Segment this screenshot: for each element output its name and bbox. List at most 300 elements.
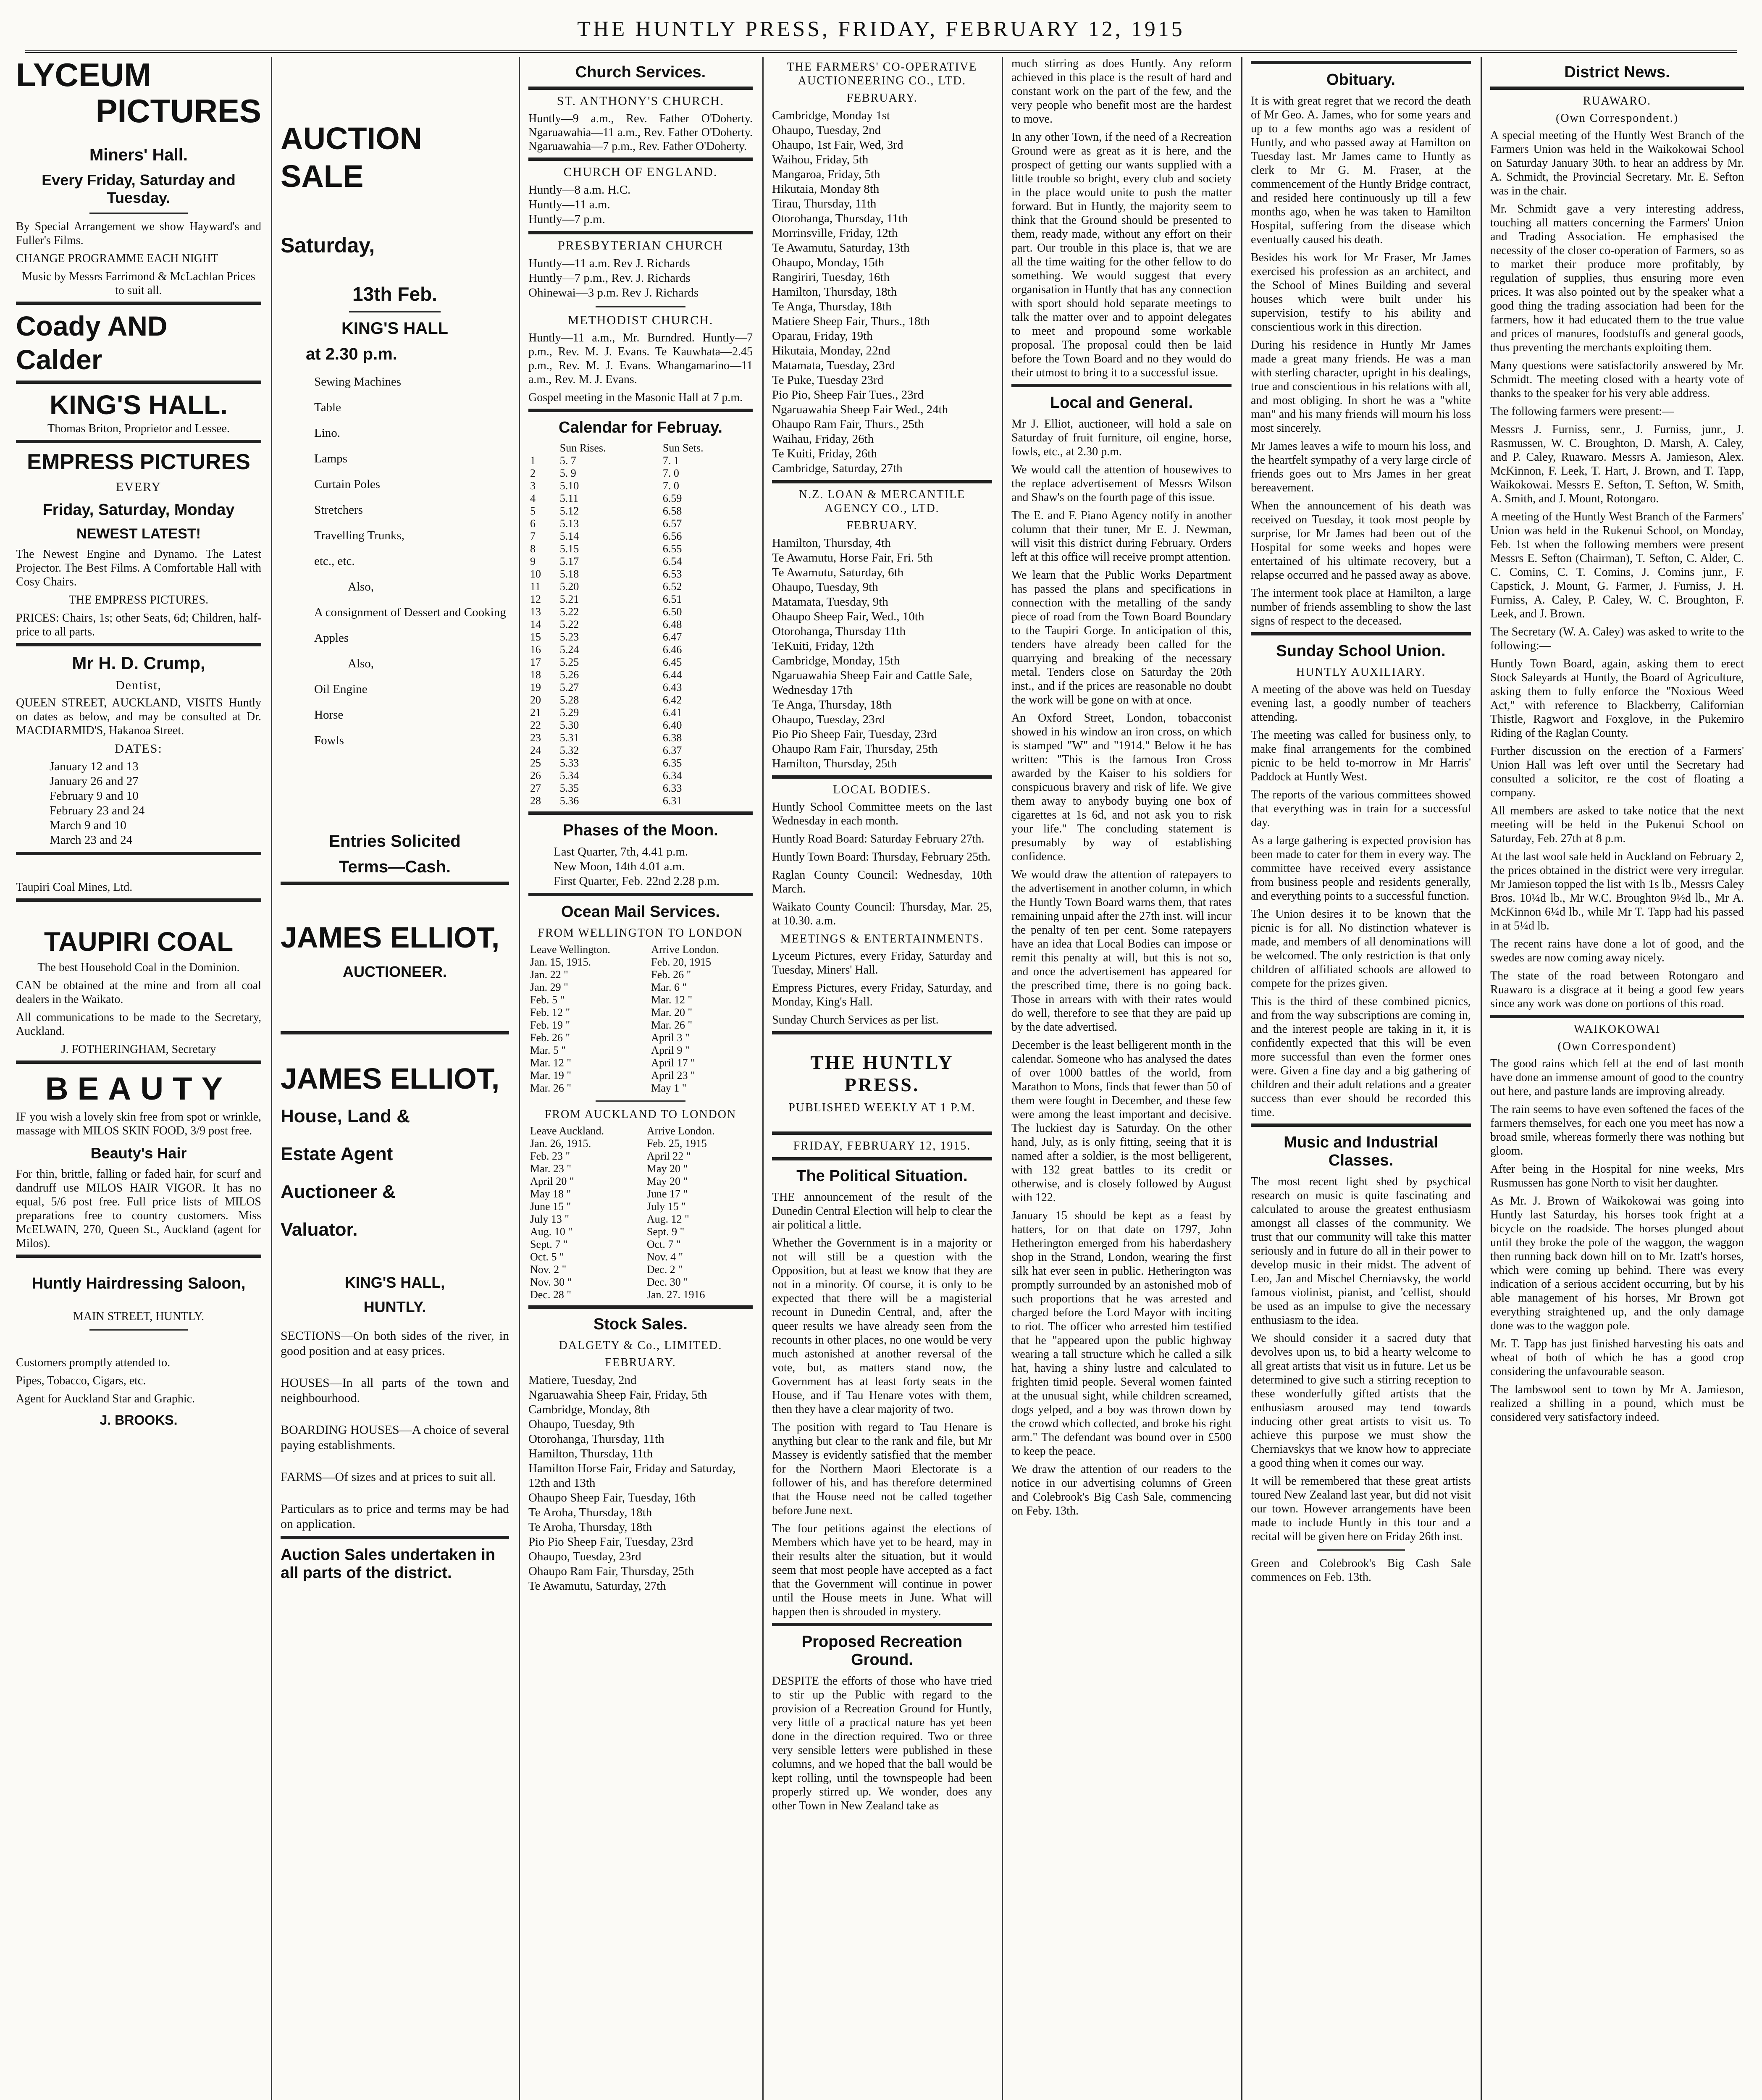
elliot-undertaken: Auction Sales undertaken in all parts of the district. xyxy=(281,1546,495,1582)
ruawaro-text xyxy=(1490,129,1744,1011)
political-text xyxy=(772,1190,992,1619)
hairdressing-pipes: Pipes, Tobacco, Cigars, etc. xyxy=(16,1374,146,1387)
farmers-item: Te Puke, Tuesday 23rd xyxy=(772,373,884,387)
calendar-row xyxy=(528,757,753,769)
meetings-heading: MEETINGS & ENTERTAINMENTS. xyxy=(780,932,984,945)
empress-name: THE EMPRESS PICTURES. xyxy=(68,593,209,606)
farmers-item: Te Awamutu, Saturday, 13th xyxy=(772,241,910,255)
crump-text: QUEEN STREET, AUCKLAND, VISITS Huntly on dates as below, and may be consulted at Dr. MACDIARMID'S, Hakanoa Street. xyxy=(16,696,261,737)
calendar-cell: 18 xyxy=(530,669,541,681)
lyceum-days: Every Friday, Saturday and Tuesday. xyxy=(42,171,236,206)
auction-item: A consignment of Dessert and Cooking xyxy=(314,606,506,619)
pres-item: Huntly—7 p.m., Rev. J. Richards xyxy=(528,271,691,285)
column-7 xyxy=(1483,57,1751,2100)
calendar-cell: 6.54 xyxy=(662,555,682,567)
calendar-cell: 19 xyxy=(530,681,541,693)
local-general-paragraph: We draw the attention of our readers to the notice in our advertising columns of Green and Colebrook's Big Cash Sale, commencing on Feby. 13th. xyxy=(1011,1463,1232,1517)
stock-item: Te Aroha, Thursday, 18th xyxy=(528,1520,652,1534)
elliot-line-3: Auctioneer & xyxy=(281,1181,396,1202)
crump-date: March 9 and 10 xyxy=(50,819,126,832)
nz-loan-item: Otorohanga, Thursday 11th xyxy=(772,625,906,638)
wellington-cell: Feb. 20, 1915 xyxy=(651,956,712,968)
farmers-item: Otorohanga, Thursday, 11th xyxy=(772,212,908,225)
nz-loan-item: Cambridge, Monday, 15th xyxy=(772,654,900,667)
nz-loan-item: Ohaupo Sheep Fair, Wed., 10th xyxy=(772,610,924,623)
auckland-heading: FROM AUCKLAND TO LONDON xyxy=(544,1108,737,1121)
calendar-cell: 6.33 xyxy=(662,782,682,794)
calendar-cell: 13 xyxy=(530,606,541,618)
local-general-paragraph: December is the least belligerent month in the calendar. Someone who has analysed the dates of over 1000 battles of the world, from Marathon to Mons, finds that fewer than 50 of them were fought in December, and these few were among the least important and decisive. The luckiest day is Saturday. On the other hand, July, as is only fitting, seeing that it is named after a soldier, is the most belligerent, with 132 great battles to its credit or otherwise, and is closely followed by August with 122. xyxy=(1011,1039,1232,1204)
wellington-cell: Mar. 5 " xyxy=(530,1044,566,1056)
crump-dates-heading: DATES: xyxy=(115,742,163,756)
paper-date: FRIDAY, FEBRUARY 12, 1915. xyxy=(793,1139,971,1152)
nz-loan-list xyxy=(772,536,992,771)
ruawaro-paragraph: Mr. Schmidt gave a very interesting address, touching all matters concerning the Farmers' Union and Trading Association. He emphasised the necessity of the closer co-operation of Farmers, so as to market their produce more profitably, by regulation of supplies, thus ensuring more even prices. It was also pointed out by the speaker what a good thing the trading association had been for the farmers, how it had educated them to the true value and prices of manures, foodstuffs and general goods, thus preventing the merchants exploiting them. xyxy=(1490,202,1744,354)
calendar-cell: 6.35 xyxy=(662,757,682,769)
nz-loan-item: Hamilton, Thursday, 4th xyxy=(772,536,891,550)
calendar-cell: 6.45 xyxy=(662,656,682,668)
political-paragraph: The four petitions against the elections of Members which have yet to be heard, may in their results alter the situation, but it would seem that most people have accepted as a fact that the Government will continue in power until the House meets in June. What will happen then is shrouded in mystery. xyxy=(772,1522,992,1618)
auckland-row xyxy=(528,1289,753,1301)
wellington-cell: Feb. 19 " xyxy=(530,1019,570,1031)
wellington-cell: April 23 " xyxy=(651,1069,695,1082)
calendar-cell: 26 xyxy=(530,769,541,782)
calendar-row xyxy=(528,719,753,732)
waikokowai-paragraph: Mr. T. Tapp has just finished harvesting his oats and wheat of both of which he has a good crop considering the unfavourable season. xyxy=(1490,1337,1744,1378)
auckland-cell: June 15 " xyxy=(530,1200,571,1213)
calendar-row xyxy=(528,555,753,568)
waikokowai-paragraph: The lambswool sent to town by Mr A. Jamieson, realized a shilling in a pound, which must be considered very satisfactory indeed. xyxy=(1490,1383,1744,1424)
farmers-item: Matiere Sheep Fair, Thurs., 18th xyxy=(772,315,930,328)
wellington-row xyxy=(528,1006,753,1019)
calendar-row xyxy=(528,492,753,505)
dalgety-heading: DALGETY & Co., LIMITED. xyxy=(559,1339,722,1352)
auction-item: Travelling Trunks, xyxy=(314,529,404,542)
local-general-heading: Local and General. xyxy=(1050,394,1193,412)
calendar-cell: 5.34 xyxy=(559,769,579,782)
nz-loan-item: Ohaupo, Tuesday, 9th xyxy=(772,580,878,594)
auckland-cell: Aug. 10 " xyxy=(530,1226,572,1238)
wellington-cell: April 9 " xyxy=(651,1044,690,1056)
local-bodies-item: Huntly Road Board: Saturday February 27th. xyxy=(772,832,985,845)
calendar-row xyxy=(528,606,753,618)
wellington-cell: Mar. 19 " xyxy=(530,1069,571,1082)
auckland-cell: Feb. 25, 1915 xyxy=(646,1137,707,1150)
calendar-cell: 28 xyxy=(530,795,541,807)
elliot-farms: FARMS—Of sizes and at prices to suit all. xyxy=(281,1470,496,1484)
recreation-paragraph: In any other Town, if the need of a Recreation Ground were as great as it is here, and the prospect of getting our wants supplied with a little trouble so bright, every club and society in the place would unite to push the matter forward. But in Huntly, the majority seem to think that the Ground should be presented to them, ready made, without any effort on their part. Our trouble in this place is, that we are all the time waiting for the other fellow to do something. We would suggest that every organisation in Huntly that has any connection with sport should hold separate meetings to talk the matter over and to appoint delegates to meet and propound some workable proposal. The proposal could then be laid before the Town Board and no they would do their utmost to bring it to a successful issue. xyxy=(1011,131,1232,379)
ruawaro-paragraph: Many questions were satisfactorily answered by Mr. Schmidt. The meeting closed with a hearty vote of thanks to the speaker for his very able address. xyxy=(1490,359,1744,400)
stock-list xyxy=(528,1373,753,1593)
farmers-item: Ohaupo, Monday, 15th xyxy=(772,256,885,269)
auction-item: Also, xyxy=(348,580,374,593)
auckland-cell: July 15 " xyxy=(646,1200,686,1213)
meetings-item: Sunday Church Services as per list. xyxy=(772,1013,939,1026)
wellington-cell: Feb. 26 " xyxy=(651,969,691,981)
auckland-cell: July 13 " xyxy=(530,1213,569,1225)
calendar-cell: 5.20 xyxy=(559,580,579,593)
recreation-text: DESPITE the efforts of those who have tried to stir up the Public with regard to the provision of a Recreation Ground for Huntly, very little of a practical nature has yet been done in the direction required. Two or three very sensible letters were published in these columns, and we hoped that the ball would be kept rolling, until the townspeople had been properly stirred up. We wonder, does any other Town in New Zealand take as xyxy=(772,1675,992,1812)
obituary-paragraph: It is with great regret that we record the death of Mr Geo. A. James, who for some years and up to a few months ago was a resident of Huntly, and who passed away at Hamilton on Tuesday last. Mr James came to Huntly as clerk to Mr G. M. Fraser, at the commencement of the Huntly Bridge contract, and resided here continuously up till a few months ago, when he was taken to Hamilton Hospital, suffering from the disease which eventually caused his death. xyxy=(1251,94,1471,246)
calendar-row xyxy=(528,593,753,606)
stock-item: Matiere, Tuesday, 2nd xyxy=(528,1373,637,1387)
crump-title: Mr H. D. Crump, xyxy=(72,653,205,673)
taupiri-communications: All communications to be made to the Secretary, Auckland. xyxy=(16,1011,261,1038)
obituary-text xyxy=(1251,94,1471,628)
obituary-paragraph: The interment took place at Hamilton, a large number of friends assembling to show the last signs of respect to the deceased. xyxy=(1251,587,1471,627)
auckland-row xyxy=(528,1226,753,1238)
hairdressing-agent: Agent for Auckland Star and Graphic. xyxy=(16,1392,195,1405)
calendar-row xyxy=(528,568,753,580)
calendar-cell: 5.21 xyxy=(559,593,579,605)
wellington-cell: Feb. 5 " xyxy=(530,994,565,1006)
taupiri-best: The best Household Coal in the Dominion. xyxy=(37,961,240,974)
wellington-row xyxy=(528,1069,753,1082)
nz-loan-item: Matamata, Tuesday, 9th xyxy=(772,595,888,609)
ruawaro-correspondent: (Own Correspondent.) xyxy=(1556,112,1678,125)
calendar-cell: 5.31 xyxy=(559,732,579,744)
wellington-cell: May 1 " xyxy=(651,1082,687,1094)
pres-item: Ohinewai—3 p.m. Rev J. Richards xyxy=(528,286,699,299)
wellington-cell: April 3 " xyxy=(651,1032,690,1044)
stock-item: Pio Pio Sheep Fair, Tuesday, 23rd xyxy=(528,1535,693,1549)
lyceum-arrangement: By Special Arrangement we show Hayward's and Fuller's Films. xyxy=(16,220,261,247)
local-bodies-list xyxy=(772,800,992,928)
calendar-cell: 7. 0 xyxy=(662,467,679,479)
crump-date: March 23 and 24 xyxy=(50,833,133,847)
wellington-cell: Mar. 26 " xyxy=(651,1019,693,1031)
farmers-item: Hikutaia, Monday 8th xyxy=(772,182,880,196)
music-paragraph: It will be remembered that these great artists toured New Zealand last year, but did not visit our town. However arrangements have been made to include Huntly in this tour and a recital will be given here on Friday 26th inst. xyxy=(1251,1475,1471,1543)
auction-item: Stretchers xyxy=(314,503,363,517)
wellington-cell: Jan. 15, 1915. xyxy=(530,956,591,968)
waikokowai-paragraph: As Mr. J. Brown of Waikokowai was going into Huntly last Saturday, his horses took fright at a bicycle on the roadside. The horses plunged about until they broke the pole of the waggon, the waggon then running back down hill on to Mr. Izatt's horses, which were coming up behind. There was every indication of a serious accident occurring, but by his able management of his horses, Mr Brown got everything straightened up, and the only damage done was to the waggon pole. xyxy=(1490,1194,1744,1332)
calendar-row xyxy=(528,454,753,467)
elliot-particulars: Particulars as to price and terms may be had on application. xyxy=(281,1502,509,1531)
moon-item: First Quarter, Feb. 22nd 2.28 p.m. xyxy=(554,874,720,888)
stock-item: Hamilton Horse Fair, Friday and Saturday, 12th and 13th xyxy=(528,1462,736,1490)
calendar-cell: 6.34 xyxy=(662,769,682,782)
wellington-row xyxy=(528,1044,753,1057)
hairdressing-brooks: J. BROOKS. xyxy=(100,1412,178,1428)
calendar-cell: 6.55 xyxy=(662,543,682,555)
calendar-cell: 21 xyxy=(530,706,541,719)
farmers-item: Hamilton, Thursday, 18th xyxy=(772,285,897,299)
wellington-table xyxy=(528,943,753,1095)
stock-item: Ngaruawahia Sheep Fair, Friday, 5th xyxy=(528,1388,707,1402)
elliot-huntly: HUNTLY. xyxy=(363,1298,426,1315)
ruawaro-paragraph: The following farmers were present:— xyxy=(1490,405,1674,418)
ssu-paragraph: A meeting of the above was held on Tuesday evening last, a goodly number of teachers attending. xyxy=(1251,683,1471,724)
calendar-cell: 5.14 xyxy=(559,530,579,542)
nz-loan-item: Te Awamutu, Saturday, 6th xyxy=(772,566,904,579)
calendar-cell: 6.56 xyxy=(662,530,682,542)
auckland-row xyxy=(528,1276,753,1289)
ruawaro-paragraph: A meeting of the Huntly West Branch of the Farmers' Union was held in the Rukenui School, on Monday, Feb. 1st when the following members were present Messrs E. Sefton (Chairman), T. Sefton, C. Alder, C. C. Comins, C. T. Comins, J. Comins junr., F. Capstick, J. Mount, G. Farmer, J. Furniss, J. H. Furniss, A. Caley, P. Caley, W. C. Broughton, F. Leek, and J. Brown. xyxy=(1490,510,1744,620)
calendar-cell: 5.10 xyxy=(559,480,579,492)
auckland-header-cell: Arrive London. xyxy=(646,1125,715,1137)
calendar-cell: 5.29 xyxy=(559,706,579,719)
coe-item: Huntly—11 a.m. xyxy=(528,198,610,211)
lyceum-title: LYCEUM xyxy=(16,57,152,93)
auckland-cell: May 18 " xyxy=(530,1188,571,1200)
calendar-row xyxy=(528,505,753,517)
elliot-line-4: Valuator. xyxy=(281,1219,358,1240)
masthead: THE HUNTLY PRESS, FRIDAY, FEBRUARY 12, 1915 xyxy=(25,17,1737,53)
wellington-header-row xyxy=(528,943,753,956)
ruawaro-paragraph: All members are asked to take notice that the next meeting will be held in the Pukenui School on Saturday, Feb. 27th at 8 p.m. xyxy=(1490,804,1744,845)
auckland-cell: May 20 " xyxy=(646,1163,688,1175)
coe-heading: CHURCH OF ENGLAND. xyxy=(563,165,718,179)
moon-heading: Phases of the Moon. xyxy=(563,822,718,839)
calendar-cell: 5.13 xyxy=(559,517,579,530)
calendar-cell: 6.59 xyxy=(662,492,682,504)
calendar-cell: 6.51 xyxy=(662,593,682,605)
farmers-item: Hikutaia, Monday, 22nd xyxy=(772,344,890,357)
column-3 xyxy=(521,57,760,2100)
calendar-cell: 23 xyxy=(530,732,541,744)
crump-date: January 26 and 27 xyxy=(50,774,139,788)
nz-loan-item: Te Awamutu, Horse Fair, Fri. 5th xyxy=(772,551,933,564)
auction-item: etc., etc. xyxy=(314,554,355,568)
recreation-paragraph: much stirring as does Huntly. Any reform achieved in this place is the result of hard and constant work on the part of the few, and the very people who benefit most are the hardest to move. xyxy=(1011,57,1232,126)
calendar-cell: 6.46 xyxy=(662,643,682,656)
moon-item: Last Quarter, 7th, 4.41 p.m. xyxy=(554,845,688,858)
nz-loan-item: Hamilton, Thursday, 25th xyxy=(772,757,897,770)
local-general-paragraph: We would call the attention of housewives to the replace advertisement of Messrs Wilson and Shaw's on the fourth page of this issue. xyxy=(1011,463,1232,504)
calendar-cell: 5.28 xyxy=(559,694,579,706)
ruawaro-paragraph: Huntly Town Board, again, asking them to erect Stock Saleyards at Huntly, the Board of Agriculture, asking them to fully enforce the "Noxious Weed Act," with reference to Blackberry, Californian Thistle, Ragwort and Foxglove, in the Pukemiro Riding of the Raglan County. xyxy=(1490,657,1744,740)
auckland-cell: Nov. 30 " xyxy=(530,1276,572,1288)
wellington-cell: Jan. 22 " xyxy=(530,969,568,981)
green-colebrook: Green and Colebrook's Big Cash Sale commences on Feb. 13th. xyxy=(1251,1557,1471,1584)
calendar-cell: 5 xyxy=(530,505,536,517)
stock-item: Ohaupo, Tuesday, 23rd xyxy=(528,1550,641,1563)
pres-list xyxy=(528,256,753,300)
farmers-heading: THE FARMERS' CO-OPERATIVE AUCTIONEERING CO., LTD. xyxy=(787,60,977,87)
waikokowai-heading: WAIKOKOWAI xyxy=(1573,1023,1661,1036)
gospel-text: Gospel meeting in the Masonic Hall at 7 p.m. xyxy=(528,391,743,404)
calendar-cell: 5.36 xyxy=(559,795,579,807)
auckland-cell: Feb. 23 " xyxy=(530,1150,570,1162)
farmers-month: FEBRUARY. xyxy=(846,92,918,105)
wellington-cell: April 17 " xyxy=(651,1057,695,1069)
stock-item: Otorohanga, Thursday, 11th xyxy=(528,1432,664,1446)
auction-item: Fowls xyxy=(314,734,344,747)
wellington-cell: Mar. 26 " xyxy=(530,1082,571,1094)
auction-items xyxy=(281,375,509,748)
calendar-cell: 17 xyxy=(530,656,541,668)
calendar-row xyxy=(528,543,753,555)
paper-published: PUBLISHED WEEKLY AT 1 P.M. xyxy=(788,1101,976,1114)
political-paragraph: THE announcement of the result of the Dunedin Central Election will help to clear the air political a little. xyxy=(772,1191,992,1231)
farmers-item: Tirau, Thursday, 11th xyxy=(772,197,877,210)
calendar-cell: 6.53 xyxy=(662,568,682,580)
wellington-row xyxy=(528,1057,753,1069)
district-news-heading: District News. xyxy=(1564,63,1670,81)
local-general-paragraph: An Oxford Street, London, tobacconist showed in his window an iron cross, on which is stamped "W" and "1914." Below it he has written: "This is the famous Iron Cross awarded by the Kaiser to his soldiers for conspicuous bravery and risk of life. We give them away to anybody buying one box of cigarettes at 1s 6d, and not ask you to risk your life." The concluding statement is presumably by way of establishing confidence. xyxy=(1011,711,1232,863)
farmers-item: Rangiriri, Tuesday, 16th xyxy=(772,270,890,284)
farmers-item: Te Anga, Thursday, 18th xyxy=(772,300,892,313)
ssu-paragraph: This is the third of these combined picnics, and from the way subscriptions are coming in, and the interest people are taking in it, it is confidently expected that this will be even more successful than even the former ones were. Given a fine day and a big gathering of children and their adult relations and a greater success than ever should be recorded this time. xyxy=(1251,995,1471,1119)
kings-hall-title: KING'S HALL. xyxy=(49,390,228,420)
calendar-cell: 5.27 xyxy=(559,681,579,693)
ruawaro-paragraph: The recent rains have done a lot of good, and the swedes are now coming away nicely. xyxy=(1490,937,1744,964)
farmers-item: Waihou, Friday, 5th xyxy=(772,153,869,166)
wellington-row xyxy=(528,981,753,994)
farmers-item: Cambridge, Saturday, 27th xyxy=(772,462,903,475)
farmers-item: Mangaroa, Friday, 5th xyxy=(772,168,880,181)
calendar-cell: 5.11 xyxy=(559,492,579,504)
elliot-line-1: House, Land & xyxy=(281,1106,410,1126)
local-bodies-item: Huntly School Committee meets on the last Wednesday in each month. xyxy=(772,801,992,827)
calendar-cell: 6.50 xyxy=(662,606,682,618)
calendar-cell: 8 xyxy=(530,543,536,555)
coe-list xyxy=(528,183,753,227)
auckland-row xyxy=(528,1163,753,1175)
calendar-cell: 6.42 xyxy=(662,694,682,706)
farmers-item: Ohaupo Ram Fair, Thurs., 25th xyxy=(772,417,924,431)
calendar-cell: 1 xyxy=(530,454,536,467)
calendar-row xyxy=(528,694,753,706)
ssu-heading: Sunday School Union. xyxy=(1276,642,1446,660)
local-bodies-item: Raglan County Council: Wednesday, 10th March. xyxy=(772,869,992,895)
lyceum-music: Music by Messrs Farrimond & McLachlan Prices to suit all. xyxy=(22,270,255,297)
wellington-cell: Mar. 12 " xyxy=(651,994,693,1006)
waikokowai-correspondent: (Own Correspondent) xyxy=(1557,1040,1677,1053)
auckland-row xyxy=(528,1213,753,1226)
calendar-cell: 5.18 xyxy=(559,568,579,580)
beauty-title: BEAUTY xyxy=(45,1071,232,1107)
column-rule xyxy=(1241,57,1242,2100)
wellington-cell: Mar. 6 " xyxy=(651,981,687,993)
calendar-cell: 6.48 xyxy=(662,618,682,630)
calendar-row xyxy=(528,782,753,795)
wellington-header-cell: Leave Wellington. xyxy=(530,943,610,956)
auction-item: Table xyxy=(314,401,341,414)
farmers-item: Ngaruawahia Sheep Fair Wed., 24th xyxy=(772,403,948,416)
stock-item: Te Awamutu, Saturday, 27th xyxy=(528,1579,666,1593)
calendar-cell: 6.58 xyxy=(662,505,682,517)
stock-heading: Stock Sales. xyxy=(593,1315,688,1333)
auckland-cell: Sept. 7 " xyxy=(530,1238,568,1250)
auckland-cell: May 20 " xyxy=(646,1175,688,1187)
ssu-paragraph: The Union desires it to be known that the picnic is for all. No distinction whatever is made, and members of all denominations will be welcomed. The only restriction is that only children of affiliated schools are allowed to compete for the prizes given. xyxy=(1251,908,1471,990)
column-rule xyxy=(519,57,520,2100)
calendar-row xyxy=(528,643,753,656)
calendar-cell: 5.35 xyxy=(559,782,579,794)
elliot-title: JAMES ELLIOT, xyxy=(281,921,500,954)
calendar-cell: 7 xyxy=(530,530,536,542)
calendar-row xyxy=(528,706,753,719)
auckland-cell: Oct. 5 " xyxy=(530,1251,564,1263)
coe-item: Huntly—8 a.m. H.C. xyxy=(528,183,631,197)
auckland-row xyxy=(528,1263,753,1276)
calendar-row xyxy=(528,631,753,643)
elliot-auctioneer: AUCTIONEER. xyxy=(342,963,447,980)
calendar-cell: 5.30 xyxy=(559,719,579,731)
music-heading: Music and Industrial Classes. xyxy=(1284,1134,1438,1169)
farmers-item: Pio Pio, Sheep Fair Tues., 23rd xyxy=(772,388,924,402)
calendar-cell: 20 xyxy=(530,694,541,706)
wellington-cell: Feb. 12 " xyxy=(530,1006,570,1018)
ssu-paragraph: As a large gathering is expected provision has been made to cater for them in every way. The committee have received every assistance from business people and residents generally, and everything points to a successful function. xyxy=(1251,834,1471,903)
local-general-paragraph: January 15 should be kept as a feast by hatters, for on that date on 1797, John Hetherington emerged from his haberdashery shop in the Strand, London, wearing the first silk hat ever seen in public. Hetherington was promptly surrounded by an astonished mob of such proportions that he was arrested and charged before the Lord Mayor with inciting to riot. The officer who arrested him testified that he "appeared upon the public highway wearing a tall structure which he called a silk hat, having a shiny lustre and calculated to frighten timid people. Several women fainted at the unusual sight, while children screamed, dogs yelped, and a boy was thrown down by the crowd which collected, and broke his right arm." The defendant was bound over in £500 to keep the peace. xyxy=(1011,1209,1232,1458)
calendar-row xyxy=(528,530,753,543)
auction-item: Lino. xyxy=(314,426,341,440)
auction-item: Apples xyxy=(314,631,349,645)
calendar-row xyxy=(528,467,753,480)
calendar-cell: 6.31 xyxy=(662,795,682,807)
calendar-cell: 6 xyxy=(530,517,536,530)
calendar-row xyxy=(528,681,753,694)
auckland-cell: Nov. 2 " xyxy=(530,1263,567,1276)
calendar-cell: 5.12 xyxy=(559,505,579,517)
calendar-cell: 2 xyxy=(530,467,536,479)
hairdressing-title: Huntly Hairdressing Saloon, xyxy=(32,1275,246,1292)
stock-item: Cambridge, Monday, 8th xyxy=(528,1403,650,1416)
miners-hall: Miners' Hall. xyxy=(89,146,188,164)
elliot-houses: HOUSES—In all parts of the town and neighbourhood. xyxy=(281,1376,509,1405)
calendar-cell: 6.44 xyxy=(662,669,682,681)
farmers-item: Oparau, Friday, 19th xyxy=(772,329,873,343)
ssu-paragraph: The reports of the various committees showed that everything was in train for a successful day. xyxy=(1251,788,1471,829)
auckland-cell: Dec. 2 " xyxy=(646,1263,683,1276)
ssu-paragraph: The meeting was called for business only, to make final arrangements for the combined picnic to be held to-morrow in Mr Harris' Paddock at Huntly West. xyxy=(1251,729,1471,783)
calendar-heading: Calendar for Februay. xyxy=(559,419,722,436)
calendar-cell: 6.47 xyxy=(662,631,682,643)
ocean-heading: Ocean Mail Services. xyxy=(561,903,720,921)
pres-heading: PRESBYTERIAN CHURCH xyxy=(558,239,723,252)
wellington-cell: Mar. 20 " xyxy=(651,1006,693,1018)
calendar-header-cell xyxy=(528,442,558,454)
wellington-header-cell: Arrive London. xyxy=(651,943,719,956)
farmers-item: Cambridge, Monday 1st xyxy=(772,109,890,122)
taupiri-obtain: CAN be obtained at the mine and from all coal dealers in the Waikato. xyxy=(16,979,261,1006)
calendar-row xyxy=(528,580,753,593)
column-rule xyxy=(271,57,272,2100)
calendar-cell: 5.17 xyxy=(559,555,579,567)
political-heading: The Political Situation. xyxy=(796,1167,968,1185)
waikokowai-paragraph: After being in the Hospital for nine weeks, Mrs Rusmussen has gone North to visit her daughter. xyxy=(1490,1163,1744,1189)
calendar-cell: 3 xyxy=(530,480,536,492)
ruawaro-paragraph: Further discussion on the erection of a Farmers' Union Hall was left over until the Secretary had consulted a solicitor, re the cost of floating a company. xyxy=(1490,745,1744,799)
calendar-cell: 6.37 xyxy=(662,744,682,756)
column-5 xyxy=(1004,57,1239,2100)
political-paragraph: The position with regard to Tau Henare is anything but clear to the rank and file, but Mr Massey is evidently satisfied that the member for the Northern Maori Electorate is a follower of his, and has therefore determined that the House need not be called together before June next. xyxy=(772,1421,992,1517)
empress-title: EMPRESS PICTURES xyxy=(27,450,250,474)
crump-date: January 12 and 13 xyxy=(50,760,139,773)
farmers-item: Te Kuiti, Friday, 26th xyxy=(772,447,877,460)
auction-date: 13th Feb. xyxy=(352,283,437,305)
elliot-line-2: Estate Agent xyxy=(281,1144,393,1164)
calendar-row xyxy=(528,656,753,669)
elliot-title-2: JAMES ELLIOT, xyxy=(281,1062,500,1095)
auckland-cell: Jan. 26, 1915. xyxy=(530,1137,591,1150)
calendar-cell: 22 xyxy=(530,719,541,731)
auckland-row xyxy=(528,1137,753,1150)
obituary-paragraph: When the announcement of his death was received on Tuesday, it took most people by surprise, for Mr James had been out of the Hospital for some weeks and hopes were entertained of his ultimate recovery, but a relapse occurred and he passed away as above. xyxy=(1251,499,1471,582)
beauty-hair-heading: Beauty's Hair xyxy=(90,1144,187,1162)
calendar-cell: 15 xyxy=(530,631,541,643)
stock-item: Te Aroha, Thursday, 18th xyxy=(528,1506,652,1519)
waikokowai-paragraph: The good rains which fell at the end of last month have done an immense amount of good to the country out here, and pasture lands are improving already. xyxy=(1490,1057,1744,1098)
calendar-cell: 27 xyxy=(530,782,541,794)
obituary-paragraph: Besides his work for Mr Fraser, Mr James exercised his profession as an architect, and the School of Mines Building and several houses which were built under his supervision, testify to his ability and conscientious work in this direction. xyxy=(1251,251,1471,333)
calendar-cell: 6.57 xyxy=(662,517,682,530)
calendar-cell: 7. 0 xyxy=(662,480,679,492)
wellington-row xyxy=(528,1082,753,1095)
